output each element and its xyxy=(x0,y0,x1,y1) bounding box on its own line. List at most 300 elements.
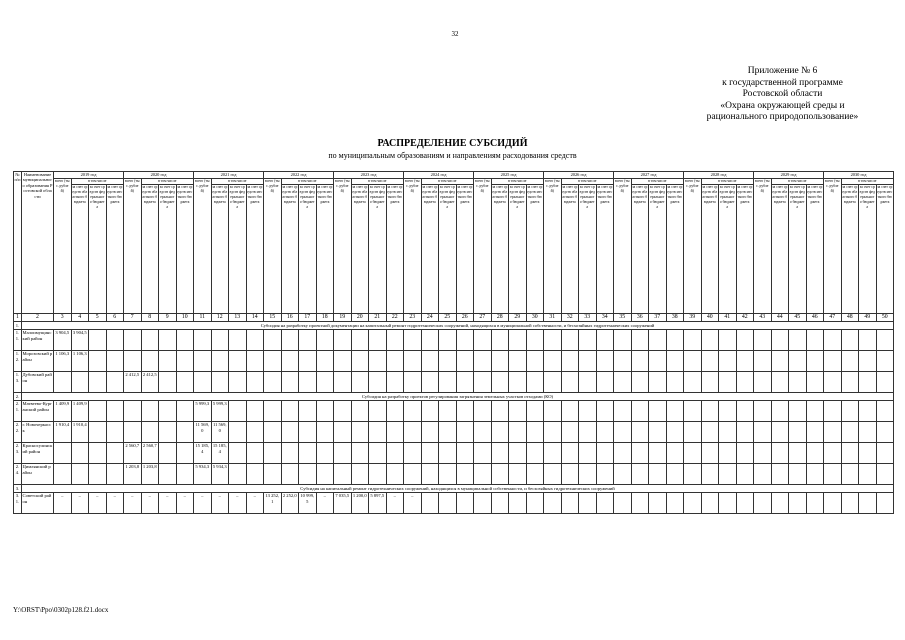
column-number: 27 xyxy=(474,314,492,322)
empty-cell xyxy=(491,493,509,514)
amount-cell: 1 106,3 xyxy=(54,351,72,372)
amount-cell: 7 035,5 xyxy=(334,493,352,514)
empty-cell xyxy=(859,464,877,485)
empty-cell xyxy=(351,351,369,372)
source-header: за счет средств областного бюджета xyxy=(211,185,229,314)
empty-cell xyxy=(159,401,177,422)
empty-cell xyxy=(561,401,579,422)
empty-cell xyxy=(229,401,247,422)
amount-cell: – xyxy=(176,493,194,514)
empty-cell xyxy=(859,493,877,514)
empty-cell xyxy=(719,493,737,514)
empty-cell xyxy=(526,372,544,393)
column-number: 14 xyxy=(246,314,264,322)
empty-cell xyxy=(561,464,579,485)
column-number: 21 xyxy=(369,314,387,322)
empty-cell xyxy=(264,401,282,422)
source-header: за счет средств областного бюджета xyxy=(351,185,369,314)
column-number: 26 xyxy=(456,314,474,322)
empty-cell xyxy=(841,422,859,443)
empty-cell xyxy=(439,330,457,351)
source-header: за счет средств федерального бюджета xyxy=(229,185,247,314)
column-number: 1 xyxy=(14,314,22,322)
amount-cell: 15 185,4 xyxy=(211,443,229,464)
empty-cell xyxy=(684,493,702,514)
empty-cell xyxy=(596,443,614,464)
empty-cell xyxy=(106,401,124,422)
empty-cell xyxy=(456,422,474,443)
empty-cell xyxy=(509,330,527,351)
row-number: 1.1. xyxy=(14,330,22,351)
source-header: за счет средств федерального бюджета xyxy=(649,185,667,314)
column-number: 38 xyxy=(666,314,684,322)
empty-cell xyxy=(159,464,177,485)
table-row xyxy=(14,351,894,372)
column-number: 8 xyxy=(141,314,159,322)
empty-cell xyxy=(649,372,667,393)
column-number: 23 xyxy=(404,314,422,322)
empty-cell xyxy=(386,330,404,351)
total-header: всего (тыс. рублей) xyxy=(334,179,352,314)
empty-cell xyxy=(106,443,124,464)
empty-cell xyxy=(194,330,212,351)
column-number: 34 xyxy=(596,314,614,322)
empty-cell xyxy=(421,372,439,393)
empty-cell xyxy=(719,422,737,443)
year-header: 2028 год xyxy=(684,172,754,179)
column-number: 29 xyxy=(509,314,527,322)
empty-cell xyxy=(841,351,859,372)
empty-cell xyxy=(544,422,562,443)
empty-cell xyxy=(666,351,684,372)
section-title: Субсидия на разработку проектов регулирования загрязнения земельных участков отходами (КО) xyxy=(22,393,894,401)
section-number: 3. xyxy=(14,485,22,493)
source-header: за счет средств областного бюджета xyxy=(771,185,789,314)
amount-cell: 5 897,5 xyxy=(369,493,387,514)
empty-cell xyxy=(736,330,754,351)
total-header: всего (тыс. рублей) xyxy=(124,179,142,314)
amount-cell: – xyxy=(386,493,404,514)
empty-cell xyxy=(649,330,667,351)
empty-cell xyxy=(806,351,824,372)
empty-cell xyxy=(89,372,107,393)
empty-cell xyxy=(719,330,737,351)
empty-cell xyxy=(824,330,842,351)
amount-cell: – xyxy=(124,493,142,514)
empty-cell xyxy=(351,443,369,464)
source-header: за счет средств федерального бюджета xyxy=(439,185,457,314)
empty-cell xyxy=(299,372,317,393)
empty-cell xyxy=(229,372,247,393)
empty-cell xyxy=(666,401,684,422)
including-header: в том числе xyxy=(211,179,264,185)
empty-cell xyxy=(71,464,89,485)
column-number: 18 xyxy=(316,314,334,322)
empty-cell xyxy=(649,422,667,443)
empty-cell xyxy=(316,401,334,422)
empty-cell xyxy=(789,351,807,372)
empty-cell xyxy=(334,443,352,464)
amount-cell: – xyxy=(404,493,422,514)
empty-cell xyxy=(579,464,597,485)
amount-cell: – xyxy=(159,493,177,514)
year-header: 2029 год xyxy=(754,172,824,179)
amount-cell: – xyxy=(141,493,159,514)
empty-cell xyxy=(334,401,352,422)
amount-cell: 1 106,3 xyxy=(71,351,89,372)
including-header: в том числе xyxy=(281,179,334,185)
empty-cell xyxy=(579,351,597,372)
appendix-line: Приложение № 6 xyxy=(747,66,818,76)
row-number: 2.4. xyxy=(14,464,22,485)
section-row xyxy=(14,485,894,493)
empty-cell xyxy=(841,443,859,464)
source-header: за счет средств областного бюджета xyxy=(281,185,299,314)
empty-cell xyxy=(859,330,877,351)
empty-cell xyxy=(701,330,719,351)
row-number: 1.3. xyxy=(14,372,22,393)
total-header: всего (тыс. рублей) xyxy=(264,179,282,314)
empty-cell xyxy=(89,443,107,464)
source-header: за счет средств областного бюджета xyxy=(701,185,719,314)
including-header: в том числе xyxy=(841,179,894,185)
empty-cell xyxy=(439,372,457,393)
amount-cell: 2 560,7 xyxy=(141,443,159,464)
empty-cell xyxy=(264,351,282,372)
column-number: 16 xyxy=(281,314,299,322)
empty-cell xyxy=(789,493,807,514)
amount-cell: 13 252,1 xyxy=(264,493,282,514)
amount-cell: 1 203,8 xyxy=(124,464,142,485)
empty-cell xyxy=(719,401,737,422)
empty-cell xyxy=(806,401,824,422)
column-number: 19 xyxy=(334,314,352,322)
empty-cell xyxy=(666,464,684,485)
row-number: 2.1. xyxy=(14,401,22,422)
empty-cell xyxy=(509,464,527,485)
amount-cell: – xyxy=(89,493,107,514)
empty-cell xyxy=(876,401,894,422)
including-header: в том числе xyxy=(141,179,194,185)
municipality-name: Морозовский район xyxy=(22,351,54,372)
empty-cell xyxy=(754,464,772,485)
empty-cell xyxy=(754,493,772,514)
empty-cell xyxy=(684,330,702,351)
source-header: за счет средств федерального бюджета xyxy=(789,185,807,314)
empty-cell xyxy=(264,330,282,351)
column-number: 2 xyxy=(22,314,54,322)
empty-cell xyxy=(631,330,649,351)
empty-cell xyxy=(491,401,509,422)
empty-cell xyxy=(789,443,807,464)
amount-cell: 2 560,7 xyxy=(124,443,142,464)
empty-cell xyxy=(684,401,702,422)
empty-cell xyxy=(456,372,474,393)
year-header: 2025 год xyxy=(474,172,544,179)
column-number: 42 xyxy=(736,314,754,322)
empty-cell xyxy=(299,330,317,351)
appendix-line: Ростовской области xyxy=(742,89,823,99)
amount-cell: – xyxy=(54,493,72,514)
year-header: 2024 год xyxy=(404,172,474,179)
municipality-name: Дубовский район xyxy=(22,372,54,393)
empty-cell xyxy=(771,351,789,372)
empty-cell xyxy=(71,372,89,393)
empty-cell xyxy=(474,443,492,464)
amount-cell: 5 999,3 xyxy=(211,401,229,422)
empty-cell xyxy=(386,401,404,422)
year-header: 2020 год xyxy=(124,172,194,179)
amount-cell: 1 203,8 xyxy=(141,464,159,485)
empty-cell xyxy=(614,351,632,372)
total-header: всего (тыс. рублей) xyxy=(684,179,702,314)
amount-cell: – xyxy=(229,493,247,514)
empty-cell xyxy=(246,351,264,372)
empty-cell xyxy=(439,464,457,485)
column-numbers-row xyxy=(14,314,894,322)
empty-cell xyxy=(544,372,562,393)
empty-cell xyxy=(281,330,299,351)
source-header: за счет средств областного бюджета xyxy=(841,185,859,314)
empty-cell xyxy=(421,493,439,514)
empty-cell xyxy=(614,372,632,393)
empty-cell xyxy=(561,372,579,393)
empty-cell xyxy=(71,443,89,464)
header-years-row xyxy=(14,172,894,179)
total-header: всего (тыс. рублей) xyxy=(404,179,422,314)
empty-cell xyxy=(789,330,807,351)
column-number: 45 xyxy=(789,314,807,322)
empty-cell xyxy=(701,422,719,443)
empty-cell xyxy=(159,351,177,372)
empty-cell xyxy=(736,493,754,514)
empty-cell xyxy=(474,464,492,485)
empty-cell xyxy=(824,401,842,422)
empty-cell xyxy=(614,493,632,514)
source-header: за счет средств федерального бюджета xyxy=(299,185,317,314)
empty-cell xyxy=(351,422,369,443)
empty-cell xyxy=(509,422,527,443)
empty-cell xyxy=(631,351,649,372)
empty-cell xyxy=(596,351,614,372)
empty-cell xyxy=(281,443,299,464)
empty-cell xyxy=(596,401,614,422)
empty-cell xyxy=(666,443,684,464)
amount-cell: 5 999,3 xyxy=(194,401,212,422)
empty-cell xyxy=(666,493,684,514)
column-number: 17 xyxy=(299,314,317,322)
column-number: 5 xyxy=(89,314,107,322)
empty-cell xyxy=(806,330,824,351)
empty-cell xyxy=(701,351,719,372)
empty-cell xyxy=(561,422,579,443)
empty-cell xyxy=(544,351,562,372)
empty-cell xyxy=(89,351,107,372)
empty-cell xyxy=(719,443,737,464)
empty-cell xyxy=(859,401,877,422)
empty-cell xyxy=(579,330,597,351)
empty-cell xyxy=(89,330,107,351)
including-header: в том числе xyxy=(71,179,124,185)
empty-cell xyxy=(474,493,492,514)
empty-cell xyxy=(561,443,579,464)
amount-cell: 11 569,0 xyxy=(211,422,229,443)
empty-cell xyxy=(754,351,772,372)
empty-cell xyxy=(141,330,159,351)
empty-cell xyxy=(509,443,527,464)
empty-cell xyxy=(334,464,352,485)
column-number: 11 xyxy=(194,314,212,322)
empty-cell xyxy=(684,372,702,393)
amount-cell: 3 904,5 xyxy=(71,330,89,351)
empty-cell xyxy=(736,464,754,485)
empty-cell xyxy=(229,351,247,372)
empty-cell xyxy=(211,330,229,351)
empty-cell xyxy=(859,422,877,443)
empty-cell xyxy=(771,422,789,443)
empty-cell xyxy=(246,464,264,485)
empty-cell xyxy=(701,493,719,514)
column-number: 3 xyxy=(54,314,72,322)
column-number: 9 xyxy=(159,314,177,322)
empty-cell xyxy=(124,330,142,351)
section-title: Субсидия на капитальный ремонт гидротехнических сооружений, находящихся в муниципальной собственности, и бесхозяйных гидротехнических сооружений xyxy=(22,485,894,493)
empty-cell xyxy=(701,401,719,422)
empty-cell xyxy=(159,372,177,393)
empty-cell xyxy=(631,443,649,464)
empty-cell xyxy=(299,443,317,464)
empty-cell xyxy=(246,401,264,422)
empty-cell xyxy=(124,401,142,422)
empty-cell xyxy=(351,372,369,393)
appendix-line: к государственной программе xyxy=(722,77,843,88)
empty-cell xyxy=(631,372,649,393)
total-header: всего (тыс. рублей) xyxy=(824,179,842,314)
empty-cell xyxy=(106,372,124,393)
amount-cell: 5 934,3 xyxy=(194,464,212,485)
source-header: за счет средств областного бюджета xyxy=(631,185,649,314)
amount-cell: – xyxy=(71,493,89,514)
empty-cell xyxy=(141,422,159,443)
empty-cell xyxy=(456,401,474,422)
empty-cell xyxy=(841,372,859,393)
municipality-name: г. Новочеркасск xyxy=(22,422,54,443)
empty-cell xyxy=(649,464,667,485)
empty-cell xyxy=(334,330,352,351)
empty-cell xyxy=(806,422,824,443)
empty-cell xyxy=(246,372,264,393)
empty-cell xyxy=(579,493,597,514)
empty-cell xyxy=(684,443,702,464)
empty-cell xyxy=(351,330,369,351)
empty-cell xyxy=(264,443,282,464)
source-header: за счет средств местного бюджета xyxy=(456,185,474,314)
amount-cell: 2 412,5 xyxy=(141,372,159,393)
empty-cell xyxy=(806,464,824,485)
empty-cell xyxy=(176,351,194,372)
column-number: 32 xyxy=(561,314,579,322)
empty-cell xyxy=(334,351,352,372)
empty-cell xyxy=(666,372,684,393)
municipality-name: Цимлянский район xyxy=(22,464,54,485)
column-number: 36 xyxy=(631,314,649,322)
empty-cell xyxy=(89,422,107,443)
empty-cell xyxy=(106,464,124,485)
empty-cell xyxy=(404,330,422,351)
section-number: 1. xyxy=(14,322,22,330)
empty-cell xyxy=(789,401,807,422)
empty-cell xyxy=(369,422,387,443)
empty-cell xyxy=(176,372,194,393)
empty-cell xyxy=(876,464,894,485)
empty-cell xyxy=(456,330,474,351)
appendix-header xyxy=(690,66,875,124)
empty-cell xyxy=(789,464,807,485)
including-header: в том числе xyxy=(771,179,824,185)
empty-cell xyxy=(561,330,579,351)
including-header: в том числе xyxy=(351,179,404,185)
document-title: РАСПРЕДЕЛЕНИЕ СУБСИДИЙ xyxy=(377,138,528,149)
column-number: 33 xyxy=(579,314,597,322)
empty-cell xyxy=(369,372,387,393)
source-header: за счет средств местного бюджета xyxy=(246,185,264,314)
empty-cell xyxy=(386,372,404,393)
amount-cell: 1 910,4 xyxy=(71,422,89,443)
empty-cell xyxy=(579,422,597,443)
empty-cell xyxy=(771,493,789,514)
empty-cell xyxy=(754,372,772,393)
empty-cell xyxy=(631,401,649,422)
empty-cell xyxy=(579,443,597,464)
column-number: 44 xyxy=(771,314,789,322)
source-header: за счет средств областного бюджета xyxy=(141,185,159,314)
source-header: за счет средств местного бюджета xyxy=(106,185,124,314)
empty-cell xyxy=(281,422,299,443)
total-header: всего (тыс. рублей) xyxy=(54,179,72,314)
column-number: 24 xyxy=(421,314,439,322)
amount-cell: 2 252,0 xyxy=(281,493,299,514)
empty-cell xyxy=(824,422,842,443)
amount-cell: 1 200,0 xyxy=(351,493,369,514)
column-number: 35 xyxy=(614,314,632,322)
empty-cell xyxy=(841,464,859,485)
empty-cell xyxy=(421,401,439,422)
empty-cell xyxy=(211,351,229,372)
empty-cell xyxy=(649,401,667,422)
empty-cell xyxy=(176,330,194,351)
amount-cell: 15 185,4 xyxy=(194,443,212,464)
empty-cell xyxy=(491,443,509,464)
empty-cell xyxy=(316,372,334,393)
empty-cell xyxy=(316,422,334,443)
empty-cell xyxy=(316,464,334,485)
amount-cell: – xyxy=(194,493,212,514)
empty-cell xyxy=(176,401,194,422)
empty-cell xyxy=(526,351,544,372)
amount-cell: 2 412,5 xyxy=(124,372,142,393)
empty-cell xyxy=(124,351,142,372)
empty-cell xyxy=(824,372,842,393)
empty-cell xyxy=(491,372,509,393)
empty-cell xyxy=(666,330,684,351)
empty-cell xyxy=(824,464,842,485)
empty-cell xyxy=(719,351,737,372)
year-header: 2019 год xyxy=(54,172,124,179)
appendix-line: рационального природопользование» xyxy=(706,112,859,122)
empty-cell xyxy=(491,330,509,351)
empty-cell xyxy=(421,464,439,485)
column-number: 31 xyxy=(544,314,562,322)
